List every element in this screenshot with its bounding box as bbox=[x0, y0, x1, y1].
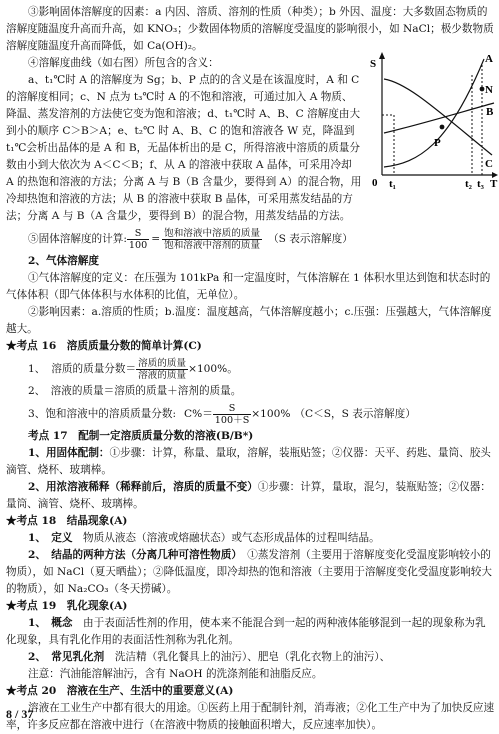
label-b: B bbox=[486, 106, 494, 118]
y-axis-arrow bbox=[379, 52, 385, 59]
left-column bbox=[6, 55, 362, 225]
k16-1-prefix: 溶质的质量分数＝ bbox=[51, 362, 137, 375]
curve-a bbox=[384, 59, 484, 167]
formula-solubility-calc bbox=[6, 225, 495, 253]
fraction-solute-solution: $\frac{\text{溶质的质量}}{\text{溶液的质量}}$ bbox=[138, 357, 187, 381]
formula-mass-fraction bbox=[6, 355, 495, 383]
formula5-equals: = bbox=[151, 232, 161, 245]
paragraph-gas-definition: ①气体溶解度的定义：在压强为 101kPa 和一定温度时，气体溶解在 1 体积水里达到饱和状态时的气体体积（即气体体积与水体积的比值，无单位）。 bbox=[6, 272, 491, 301]
heading-k18: ★考点 18 结晶现象(A) bbox=[6, 515, 128, 527]
k16-3-suffix: ×100% bbox=[251, 407, 291, 420]
label-p: P bbox=[434, 137, 441, 149]
paragraph-k17-dilute: 2、用浓溶液稀释（稀释前后，溶质的质量不变）①步骤：计算，量取，混匀，装瓶贴签；②仪器：量筒、滴管、烧杯、玻璃棒。 bbox=[6, 481, 491, 510]
paragraph-gas-factors: ②影响因素：a.溶质的性质；b.温度：温度越高，气体溶解度越小；c.压强：压强越大，气体溶解度越大。 bbox=[6, 306, 492, 335]
point-p bbox=[440, 125, 445, 130]
tick-t1: t₁ bbox=[389, 178, 396, 189]
k16-3-prefix: 3、饱和溶液中的溶质质量分数: bbox=[28, 407, 177, 420]
paragraph-k20-body: 溶液在工业生产中都有很大的用途。①医药上用于配制针剂，消毒液；②化工生产中为了加快反应速率，许多反应都在溶液中进行（在溶液中物质的接触面积增大，反应速率加快）。 bbox=[6, 702, 495, 731]
heading-k17: 考点 17 配制一定溶质质量分数的溶液(B/B*) bbox=[28, 430, 254, 442]
k16-1-label: 1、 bbox=[28, 362, 46, 375]
y-axis-label: S bbox=[370, 58, 377, 70]
fraction-s-100s: $\frac{S}{100+S}$ bbox=[214, 402, 250, 426]
fraction-s-100: $\frac{S}{100}$ bbox=[128, 227, 148, 251]
heading-k19: ★考点 19 乳化现象(A) bbox=[6, 600, 128, 612]
label-c: C bbox=[485, 158, 493, 170]
formula5-note: （S 表示溶解度） bbox=[268, 232, 353, 245]
k16-3-note: （C＜S，S 表示溶解度） bbox=[294, 407, 416, 420]
paragraph-solution-mass: 2、 溶液的质量＝溶质的质量＋溶剂的质量。 bbox=[28, 385, 242, 397]
paragraph-k19-emulsifier: 2、 常见乳化剂 洗洁精（乳化餐具上的油污）、肥皂（乳化衣物上的油污）、 bbox=[28, 651, 391, 663]
tick-t2: t₂ bbox=[465, 178, 472, 189]
heading-k16: ★考点 16 溶质质量分数的简单计算(C) bbox=[6, 340, 202, 352]
fraction-solute-solvent: $\frac{\text{饱和溶液中溶质的质量}}{\text{饱和溶液中溶剂的质量}}$ bbox=[164, 227, 261, 251]
label-n: N bbox=[485, 84, 493, 96]
paragraph-curve-meaning: ④溶解度曲线（如右图）所包含的含义： bbox=[28, 57, 219, 69]
solubility-curve-chart bbox=[368, 51, 498, 189]
paragraph-curve-details: a、t₁℃时 A 的溶解度为 Sg；b、P 点的的含义是在该温度时，A 和 C 的溶解度相同；c、N 点为 t₃℃时 A 的不饱和溶液，可通过加入 A 物质、降温、蒸发溶剂的方法使它变为饱和溶液；d、t₁℃时 A、B、C 溶解度由大到小的顺序 C＞B＞A；e、t₂℃ 时 A、B、C 的饱和溶液各 W 克，降温到 t₁℃会析出晶体的是 A 和 B，无晶体析出的是 C，所得溶液中溶质的质量分数由小到大依次为 A＜C＜B；f、从 A 的溶液中获取 A 晶体，可采用冷却 A 的热饱和溶液的方法；分离 A 与 B（B 含量少，要得到 A）的混合物，用冷却热饱和溶液的方法；从 B 的溶液中获取 B 晶体，可采用蒸发结晶的方法；分离 A 与 B（A 含量少，要得到 B）的混合物，用蒸发结晶的方法。 bbox=[6, 74, 362, 222]
paragraph-k19-concept: 1、 概念 由于表面活性剂的作用，使本来不能混合到一起的两种液体能够混到一起的现象称为乳化现象，具有乳化作用的表面活性剂称为乳化剂。 bbox=[6, 617, 486, 646]
curve-b bbox=[384, 103, 494, 133]
formula-saturated-fraction bbox=[6, 400, 495, 428]
page-number: 8 / 37 bbox=[6, 707, 34, 721]
k16-1-suffix: ×100%。 bbox=[188, 362, 238, 375]
label-a: A bbox=[485, 53, 493, 65]
formula5-prefix: ⑤固体溶解度的计算: bbox=[28, 232, 127, 245]
paragraph-k17-solid: 1、用固体配制：①步骤：计算，称量、量取，溶解，装瓶贴签；②仪器：天平、药匙、量筒、胶头滴管、烧杯、玻璃棒。 bbox=[6, 447, 491, 476]
heading-gas-solubility: 2、气体溶解度 bbox=[28, 255, 99, 267]
k16-3-c: C%＝ bbox=[184, 407, 213, 420]
tick-t3: t₃ bbox=[477, 178, 484, 189]
paragraph-solubility-factors: ③影响固体溶解度的因素：a 内因、溶质、溶剂的性质（种类）；b 外因、温度：大多数固态物质的溶解度随温度升高而升高，如 KNO₃；少数固体物质的溶解度受温度的影响很小，如 NaCl；极少数物质溶解度随温度升高而降低，如 Ca(OH)₂。 bbox=[6, 6, 494, 52]
point-n bbox=[480, 87, 485, 92]
document-page bbox=[6, 4, 498, 734]
paragraph-k18-definition: 1、 定义 物质从液态（溶液或熔融状态）或气态形成晶体的过程叫结晶。 bbox=[28, 532, 380, 544]
heading-k20: ★考点 20 溶液在生产、生活中的重要意义(A) bbox=[6, 685, 234, 697]
origin-label: 0 bbox=[372, 177, 378, 189]
paragraph-k18-methods: 2、 结晶的两种方法（分离几种可溶性物质） ①蒸发溶剂（主要用于溶解度变化受温度影响较小的物质），如 NaCl（夏天晒盐）；②降低温度，即冷却热的饱和溶液（主要用于溶解度变化受温度影响较大的物质），如 Na₂CO₃（冬天捞碱）。 bbox=[6, 549, 492, 595]
x-axis-label: T bbox=[490, 178, 498, 189]
paragraph-k19-note: 注意：汽油能溶解油污，含有 NaOH 的洗涤剂能和油脂反应。 bbox=[28, 668, 323, 680]
